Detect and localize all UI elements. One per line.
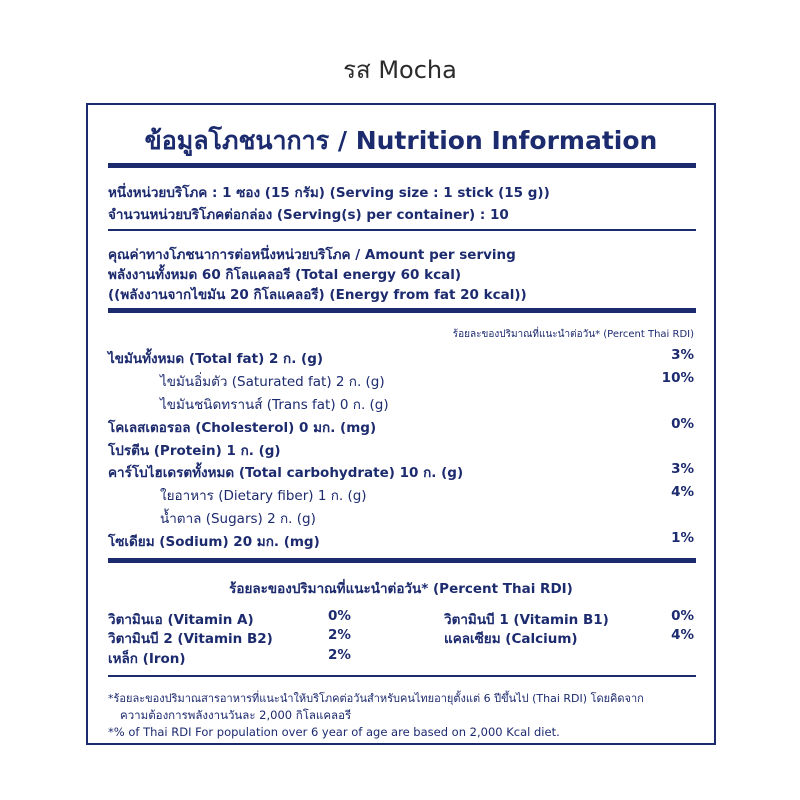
nutrient-total-carbohydrate: คาร์โบไฮเดรตทั้งหมด (Total carbohydrate) 10 ก. (g) — [108, 465, 464, 481]
nutrient-dietary-fiber: ใยอาหาร (Dietary fiber) 1 ก. (g) — [160, 488, 367, 504]
pct-iron: 2% — [328, 647, 351, 663]
divider — [108, 675, 696, 677]
footnote-thai-2: ความต้องการพลังงานวันละ 2,000 กิโลแคลอรี — [120, 708, 352, 722]
flavor-label: รส Mocha — [343, 56, 457, 84]
iron: เหล็ก (Iron) — [108, 651, 186, 667]
calcium: แคลเซียม (Calcium) — [444, 631, 578, 647]
pct-saturated-fat: 10% — [661, 370, 694, 386]
divider-thick — [108, 163, 696, 168]
vitamin-a: วิตามินเอ (Vitamin A) — [108, 612, 254, 628]
nutrient-saturated-fat: ไขมันอิ่มตัว (Saturated fat) 2 ก. (g) — [160, 374, 385, 390]
divider-thick — [108, 308, 696, 313]
vitamins-header: ร้อยละของปริมาณที่แนะนำต่อวัน* (Percent Thai RDI) — [229, 581, 573, 597]
amount-per-serving: คุณค่าทางโภชนาการต่อหนึ่งหน่วยบริโภค / Amount per serving — [108, 247, 516, 263]
nutrient-sodium: โซเดียม (Sodium) 20 มก. (mg) — [108, 534, 320, 550]
servings-per-container: จำนวนหน่วยบริโภคต่อกล่อง (Serving(s) per container) : 10 — [108, 207, 509, 223]
nutrient-protein: โปรตีน (Protein) 1 ก. (g) — [108, 443, 281, 459]
divider-thick — [108, 558, 696, 563]
nutrient-trans-fat: ไขมันชนิดทรานส์ (Trans fat) 0 ก. (g) — [160, 397, 389, 413]
panel-title: ข้อมูลโภชนาการ / Nutrition Information — [144, 126, 658, 155]
nutrient-cholesterol: โคเลสเตอรอล (Cholesterol) 0 มก. (mg) — [108, 420, 377, 436]
nutrition-panel — [86, 103, 716, 745]
pct-calcium: 4% — [671, 627, 694, 643]
pct-sodium: 1% — [671, 530, 694, 546]
pct-total-carbohydrate: 3% — [671, 461, 694, 477]
vitamin-b1: วิตามินบี 1 (Vitamin B1) — [444, 612, 609, 628]
energy-from-fat: ((พลังงานจากไขมัน 20 กิโลแคลอรี) (Energy from fat 20 kcal)) — [108, 287, 527, 303]
vitamin-b2: วิตามินบี 2 (Vitamin B2) — [108, 631, 273, 647]
serving-size: หนึ่งหน่วยบริโภค : 1 ซอง (15 กรัม) (Serving size : 1 stick (15 g)) — [108, 185, 550, 201]
pct-vitamin-a: 0% — [328, 608, 351, 624]
footnote-english: *% of Thai RDI For population over 6 year of age are based on 2,000 Kcal diet. — [108, 725, 560, 739]
nutrient-sugars: น้ำตาล (Sugars) 2 ก. (g) — [160, 511, 316, 527]
pct-vitamin-b2: 2% — [328, 627, 351, 643]
pct-total-fat: 3% — [671, 347, 694, 363]
total-energy: พลังงานทั้งหมด 60 กิโลแคลอรี (Total energy 60 kcal) — [108, 267, 462, 283]
pct-dietary-fiber: 4% — [671, 484, 694, 500]
rdi-column-header: ร้อยละของปริมาณที่แนะนำต่อวัน* (Percent Thai RDI) — [452, 329, 694, 340]
pct-vitamin-b1: 0% — [671, 608, 694, 624]
nutrient-total-fat: ไขมันทั้งหมด (Total fat) 2 ก. (g) — [108, 351, 324, 367]
pct-cholesterol: 0% — [671, 416, 694, 432]
footnote-thai-1: *ร้อยละของปริมาณสารอาหารที่แนะนำให้บริโภคต่อวันสำหรับคนไทยอายุตั้งแต่ 6 ปีขึ้นไป (Thai RDI) โดยคิดจาก — [108, 692, 644, 705]
divider — [108, 229, 696, 231]
